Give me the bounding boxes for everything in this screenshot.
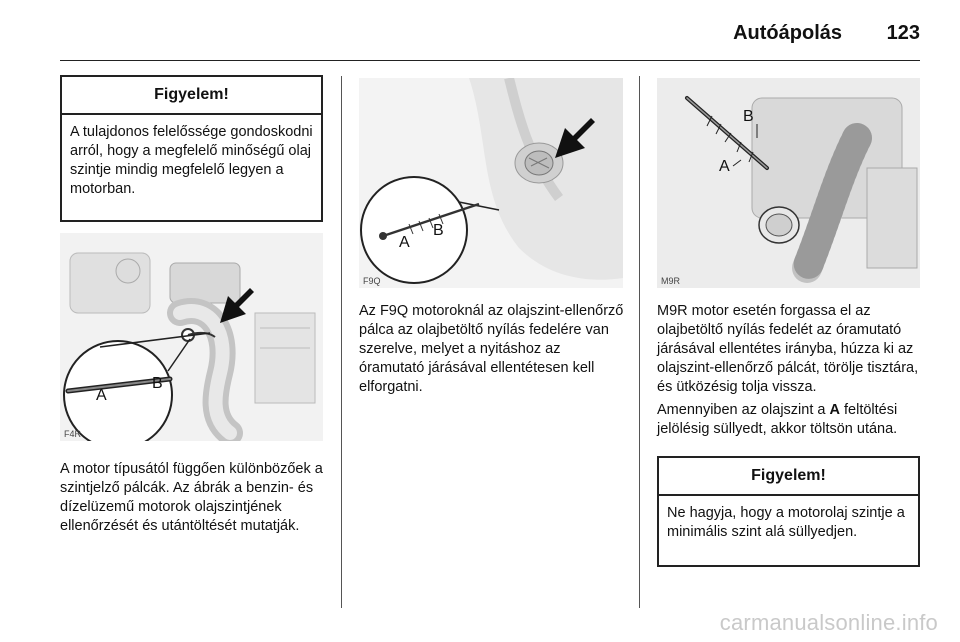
warning-heading: Figyelem! <box>62 77 321 115</box>
warning-heading: Figyelem! <box>659 458 918 496</box>
warning-body: Ne hagyja, hogy a motorolaj szintje a minimális szint alá süllyedjen. <box>667 505 905 540</box>
figure-f4r <box>60 233 323 441</box>
warning-body: A tulajdonos felelőssége gondoskodni arról, hogy a megfelelő minőségű olaj szintje mindig megfelelő legyen a motorban. <box>70 124 313 197</box>
label-b: B <box>152 375 163 392</box>
warning-box-2 <box>657 456 920 567</box>
paragraph: A motor típusától függően különbözőek a szintjelző pálcák. Az ábrák a benzin- és dízelüzemű motorok olajszintjének ellenőrzését és utántöltését mutatják. <box>60 461 323 534</box>
column-divider-1 <box>341 76 342 608</box>
label-a: A <box>96 387 107 404</box>
watermark: carmanualsonline.info <box>719 610 938 635</box>
text-run: feltöltési jelölésig süllyedt, akkor töltsön utána. <box>657 402 898 437</box>
engine-illustration-m9r <box>657 78 920 288</box>
label-a: A <box>399 234 410 251</box>
figure-code: F4R <box>64 429 82 439</box>
label-b: B <box>433 222 444 239</box>
header-rule <box>60 60 920 61</box>
page-number: 123 <box>886 22 920 44</box>
body-text-col2 <box>359 302 627 401</box>
engine-illustration-f4r <box>60 233 323 441</box>
column-divider-2 <box>639 76 640 608</box>
label-a: A <box>719 158 730 175</box>
body-text-col1 <box>60 460 325 540</box>
warning-box-1 <box>60 75 323 222</box>
figure-code: M9R <box>661 276 681 286</box>
paragraph-with-bold <box>657 401 925 439</box>
label-b: B <box>743 108 754 125</box>
paragraph: Az F9Q motoroknál az olajszint-ellenőrző pálca az olajbetöltő nyílás fedelére van szerelve, melyet a nyitáshoz az óramutató járásával ellentétesen kell elforgatni. <box>359 303 624 395</box>
text-run: Amennyiben az olajszint a <box>657 402 830 418</box>
engine-illustration-f9q <box>359 78 623 288</box>
paragraph: M9R motor esetén forgassa el az olajbetöltő nyílás fedelét az óramutató járásával ellentétes irányba, húzza ki az olajszint-ellenőrző pálcát, törölje tisztára, és ütközésig tolja vissza. <box>657 303 919 395</box>
figure-f9q <box>359 78 623 288</box>
figure-m9r <box>657 78 920 288</box>
page-header <box>0 14 960 54</box>
figure-code: F9Q <box>363 276 381 286</box>
body-text-col3 <box>657 302 925 443</box>
bold-mark: A <box>829 402 840 418</box>
section-title: Autóápolás <box>733 22 842 44</box>
